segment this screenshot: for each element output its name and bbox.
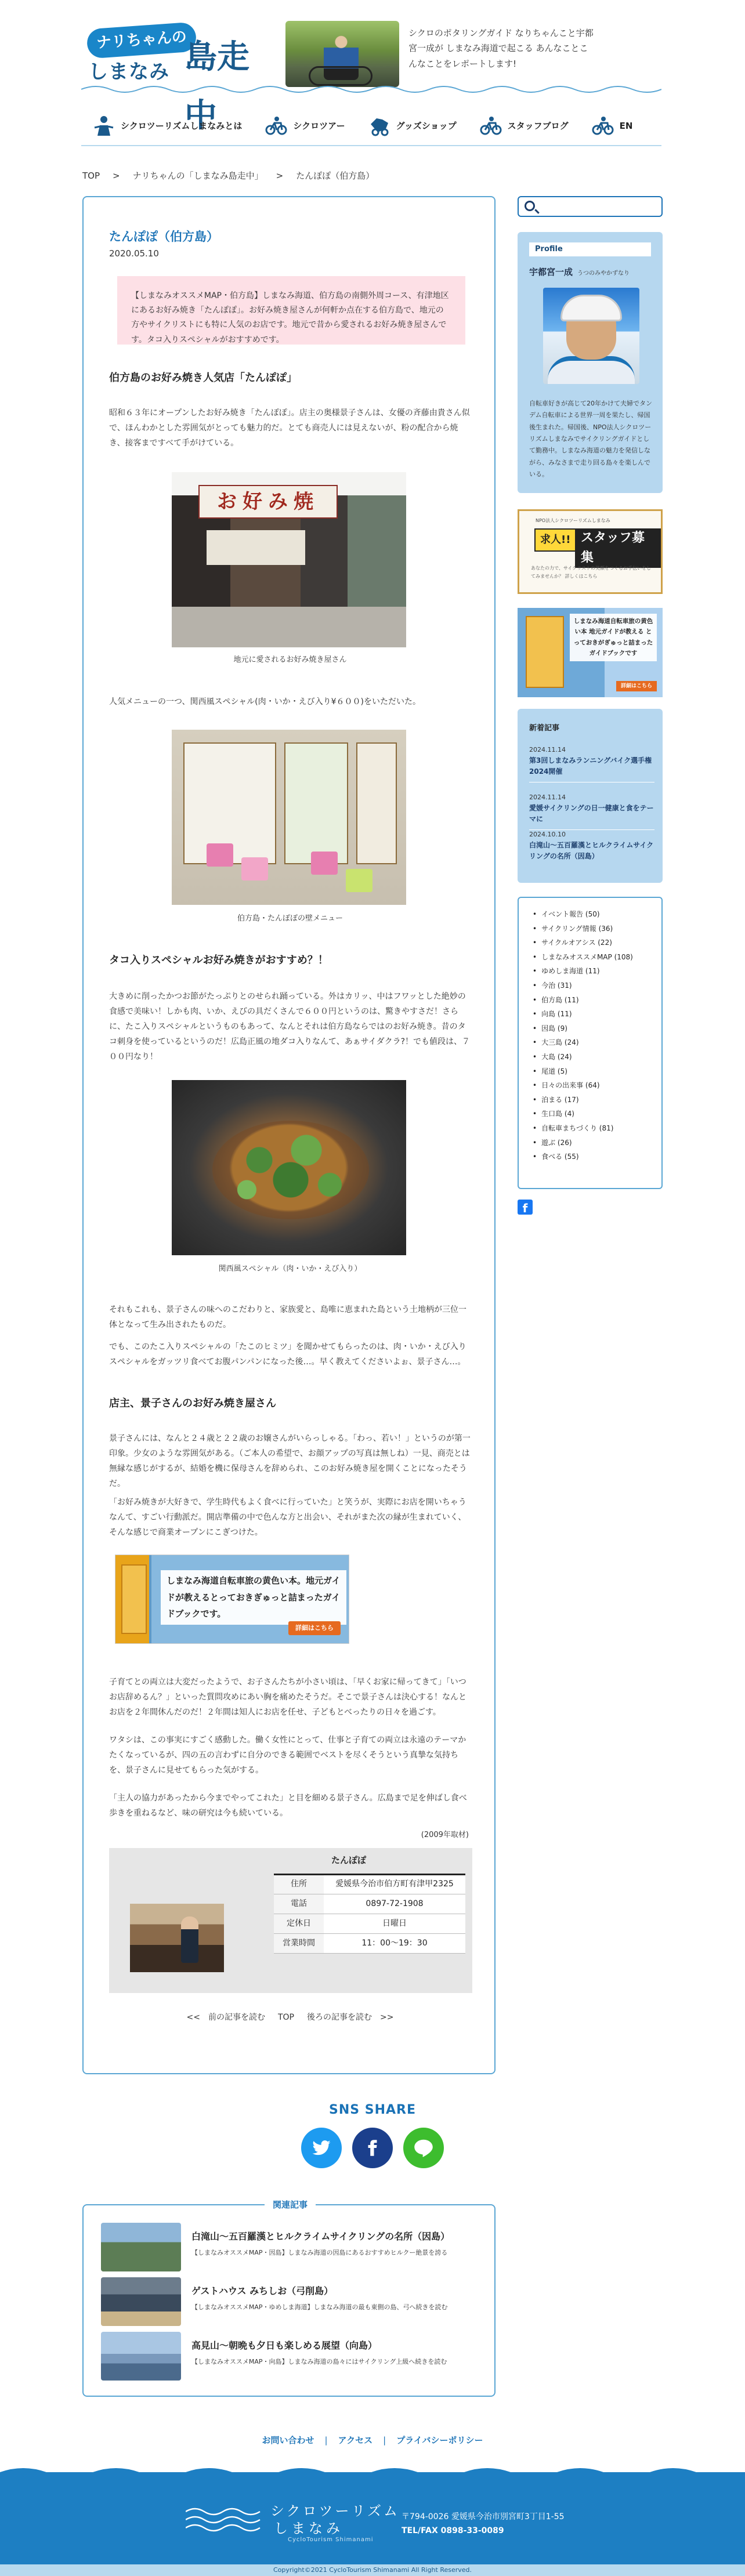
shop-front-photo [172,472,406,647]
recent-post-date: 2024.11.14 [529,746,566,753]
nav-label: スタッフブログ [507,120,569,131]
category-item[interactable]: • しまなみオススメMAP (108) [533,950,633,965]
paragraph: 昭和６３年にオープンしたお好み焼き「たんぽぽ」。店主の奥様景子さんは、女優の斉藤由貴さん似で、ほんわかとした雰囲気がとっても魅力的だ。とても商売人には見えないが、粉の配合から焼き、接客まですべて手がけている。 [109,408,470,448]
related-item-desc: 【しまなみオススメMAP・向島】しまなみ海道の島々にはサイクリング上級へ続きを読む [191,2358,447,2365]
logo-text-3: 島走中 [185,38,249,135]
shop-interior-photo [130,1904,224,1972]
profile-name-kana: うつのみやかずなり [577,270,630,277]
table-row [274,1914,465,1934]
paragraph: それもこれも、景子さんの味へのこだわりと、家族愛と、島唯に恵まれた島という土地柄が三位一体となって生み出されたものだ。 [109,1305,466,1329]
footer-link-privacy[interactable]: プライバシーポリシー [396,2435,483,2445]
category-item[interactable]: • 日々の出来事 (64) [533,1078,633,1093]
shop-owner-figure [181,1916,198,1963]
twitter-share-button[interactable] [301,2128,342,2168]
menu-board [356,742,397,864]
footer-separator: | [383,2435,386,2445]
goods-icon [368,115,390,137]
article-lead: 【しまなみオススメMAP・伯方島】しまなみ海道、伯方島の南側外周コース、有津地区にあるお好み焼き「たんぽぽ」。お好み焼き屋さんが何軒か点在する伯方島で、地元の方やサイクリストにも特に人気のお店です。地元で昔から愛されるお好み焼き屋さんです。タコ入りスペシャルがおすすめです。 [117,276,465,345]
profile-heading: Profile [529,242,651,256]
paragraph: 「主人の協力があったから今までやってこれた」と目を細める景子さん。広島まで足を伸ばし食べ歩きを重ねるなど、味の研究は今も続いている。 [109,1794,467,1818]
recruit-org: NPO法人シクロツーリズムしまなみ [536,518,610,523]
guidebook-cover [526,616,564,688]
table-row [274,1934,465,1954]
footer-logo-text: シクロツーリズム [270,2503,400,2519]
guidebook-side-banner[interactable] [518,608,663,697]
facebook-icon[interactable]: f [518,1200,533,1215]
tel-text: TEL/FAX 0898-33-0089 [402,2526,504,2535]
shop-info-table [274,1874,465,1954]
prev-article-link[interactable]: << 前の記事を読む [186,2013,265,2022]
nav-item-shop[interactable] [368,115,457,137]
guidebook-banner[interactable] [115,1555,349,1644]
photo-caption: 地元に愛されるお好み焼き屋さん [233,655,347,664]
guide-button: 詳細はこちら [616,681,657,691]
share-heading: SNS SHARE [328,2103,416,2117]
avatar-shirt [548,356,635,384]
category-item[interactable]: • サイクリング情報 (36) [533,922,633,936]
footer-link-access[interactable]: アクセス [338,2435,373,2445]
nav-label: シクロツーリズムしまなみとは [121,120,243,131]
related-item[interactable] [101,2277,484,2326]
category-item[interactable]: • ゆめしま海道 (11) [533,964,633,979]
twitter-icon [312,2138,331,2158]
header-photo [285,21,399,87]
facebook-share-button[interactable] [352,2128,393,2168]
banner-button: 詳細はこちら [288,1621,341,1635]
noren-curtain [207,530,305,565]
nav-label: グッズショップ [396,120,457,131]
footer-logo[interactable] [186,2495,406,2542]
category-item[interactable]: • 伯方島 (11) [533,993,633,1008]
article-date: 2020.05.10 [109,248,159,259]
wave-logo-icon [186,2503,261,2535]
recruit-desc: あなたの力で、サイクリストの笑顔をつくるお手伝いをしてみませんか？ 詳しくはこちら [531,566,651,579]
paragraph: 「お好み焼きが大好きで、学生時代もよく食べに行っていた」と笑うが、実際にお店を開いちゃうなんて、すごい行動派だ。開店準備の中で色んな方と出会い、それがまた次の縁が生まれていく、そんな感じで商業オープンにこぎつけた。 [109,1498,466,1537]
staff-recruit-banner[interactable] [518,509,663,594]
footer-links [0,2433,745,2448]
related-item[interactable] [101,2332,484,2381]
site-footer [0,2472,745,2576]
bicycle-icon [592,115,614,137]
article-pager [84,2010,497,2025]
related-heading [84,2197,497,2213]
shop-info-box [109,1848,472,1993]
line-icon [413,2137,434,2158]
nav-label: シクロツアー [293,120,345,131]
related-heading-text: 関連記事 [265,2200,316,2210]
menu-tag [207,843,233,867]
paragraph: 大きめに削ったかつお節がたっぷりとのせられ踊っている。外はカリッ、中はフワッとした絶妙の食感で美味い！しかも肉、いか、えびの具だくさんで６００円というのは、驚きやすさだ！さらに、たこ入りスペシャルというものもあって、なんとそれは伯方島ならではのお好み焼き。昔のタコ刺身を使っているというのだ！広島正風の地ダコ入りなんて、あぁサイダクラ?！でも値段は、７００円なり！ [109,992,471,1061]
footer-logo-text: しまなみ [274,2520,343,2537]
header-wave-divider [81,84,661,95]
main-nav [93,111,644,140]
profile-widget [518,232,663,493]
paragraph: でも、このたこ入りスペシャルの「たこのヒミツ」を聞かせてもらったのは、肉・いか・えび入りスペシャルをガッツリ食べてお腹パンパンになった後…。早く教えてくださいよぉ、景子さん…。 [109,1342,466,1367]
facebook-icon [364,2139,381,2157]
paragraph: 景子さんには、なんと２４歳と２２歳のお嬢さんがいらっしゃる。「わっ、若い！」というのが第一印象。少女のような雰囲気がある。（ご本人の希望で、お顔アップの写真は無しね）一見、商売とは無縁な感じがするが、結婚を機に保母さんを辞められ、このお好み焼き屋を開くことになったそうだ。 [109,1434,471,1488]
category-item[interactable]: • 今治 (31) [533,979,633,993]
menu-tag [241,857,268,881]
related-thumbnail [101,2332,181,2381]
shop-info-key: 住所 [274,1875,324,1894]
category-item[interactable]: • 生口島 (4) [533,1107,633,1121]
related-posts [82,2200,496,2397]
profile-name [529,265,630,280]
nav-label: EN [619,120,633,131]
recent-post-title: 愛媛サイクリングの日一健康と食をテーマに [529,803,654,823]
recruit-title: スタッフ募集 [575,528,661,568]
search-input[interactable] [518,196,663,217]
footer-address [402,2510,565,2538]
nav-item-blog[interactable] [480,115,569,137]
shop-name: たんぽぽ [331,1855,366,1865]
related-item-title: 白滝山〜五百羅漢とヒルクライムサイクリングの名所（因島） [191,2231,450,2242]
recent-post-date: 2024.11.14 [529,794,566,801]
bicycle-icon [480,115,502,137]
category-item[interactable]: • 大島 (24) [533,1050,633,1064]
profile-name-text: 宇都宮一成 [529,267,573,277]
category-item[interactable]: • サイクルオアシス (22) [533,936,633,950]
shop-info-value: 愛媛県今治市伯方町有津甲2325 [324,1875,465,1894]
related-item[interactable] [101,2223,484,2271]
avatar [543,288,639,384]
related-thumbnail [101,2223,181,2271]
article-container [82,196,496,2074]
category-item[interactable]: • 遊ぶ (26) [533,1136,633,1150]
category-item[interactable]: • 大三島 (24) [533,1035,633,1050]
shop-sign: お好み焼 [198,485,338,519]
footer-separator: | [324,2435,328,2445]
recent-posts-widget [518,709,663,883]
article-title: たんぽぽ（伯方島） [109,230,219,244]
photo-caption: 伯方島・たんぽぽの壁メニュー [237,914,343,923]
category-item[interactable]: • 尾道 (5) [533,1064,633,1079]
breadcrumb-current: たんぽぽ（伯方島） [296,171,375,181]
recent-post-item[interactable] [529,745,654,782]
paragraph: ワタシは、この事実にすごく感動した。働く女性にとって、仕事と子育ての両立は永遠のテーマかたくなっているが、四の五の言わずに自分のできる範囲でベストを尽くそうという真摯な気持ちを、景子さんに見せてもらった気がする。 [109,1736,466,1775]
okonomiyaki-photo [172,1080,406,1255]
footer-link-contact[interactable]: お問い合わせ [262,2435,314,2445]
recent-post-title: 第3回しまなみランニングバイク選手権2024開催 [529,756,652,776]
footer-wave [0,2462,745,2479]
interview-note: (2009年取材) [421,1831,469,1839]
floor-area [172,607,406,647]
shop-info-key: 電話 [274,1894,324,1914]
category-list [533,907,633,1164]
shop-info-value: 0897-72-1908 [324,1894,465,1914]
category-item[interactable]: • イベント報告 (50) [533,907,633,922]
banner-text: しまなみ海道自転車旅の黄色い本。地元ガイドが教えるとっておきぎゅっと詰まったガイドブックです。 [161,1570,346,1625]
category-item[interactable]: • 泊まる (17) [533,1093,633,1107]
section-heading: タコ入りスペシャルお好み焼きがおすすめ？！ [109,954,328,966]
category-widget [518,897,663,1189]
shop-info-key: 営業時間 [274,1934,324,1954]
related-item-title: ゲストハウス みちしお（弓削島） [191,2285,334,2296]
table-row [274,1894,465,1914]
next-article-link[interactable]: 後ろの記事を読む >> [307,2013,394,2022]
related-item-desc: 【しまなみオススメMAP・因島】しまなみ海道の因島にあるおすすめヒルクー絶景を誇る [191,2249,448,2256]
breadcrumb-separator: > [276,171,284,181]
recruit-badge: 求人!! [534,528,576,552]
related-thumbnail [101,2277,181,2326]
section-heading: 伯方島のお好み焼き人気店「たんぽぽ」 [109,372,297,384]
person-icon [93,115,115,137]
logo-text-2: しまなみ [88,60,169,84]
category-item[interactable]: • 向島 (11) [533,1007,633,1021]
nav-item-about[interactable] [93,115,242,137]
menu-tag [311,852,338,875]
breadcrumb-blog[interactable]: ナリちゃんの「しまなみ島走中」 [132,171,263,181]
related-item-desc: 【しまなみオススメMAP・ゆめしま海道】しまなみ海道の最も東側の島、弓へ続きを読む [191,2303,448,2311]
shop-info-value: 日曜日 [324,1914,465,1934]
recent-post-item[interactable] [529,792,654,830]
recent-posts-heading: 新着記事 [529,724,560,733]
logo-text-1: ナリちゃんの [86,22,197,59]
guidebook-cover [121,1564,147,1634]
paragraph: 子育てとの両立は大変だったようで、お子さんたちが小さい頃は、「早くお家に帰ってきて」「いつお店辞めるん？」といった質問攻めにあい胸を痛めたそうだ。そこで景子さんは決心する！なんとお店を２年間休んだのだ！２年間は知人にお店を任せ、子どもとべったりの日々を過ごす。 [109,1678,466,1717]
breadcrumb-separator: > [113,171,120,181]
shop-info-key: 定休日 [274,1914,324,1934]
header-tagline: シクロのポタリングガイド なりちゃんこと宇都宮一成が しまなみ海道で起こる あんなことこんなことをレポートします! [408,28,594,69]
nav-divider [81,145,661,146]
footer-logo-subtext: CycloTourism Shimanami [288,2537,374,2543]
photo-caption: 関西風スペシャル（肉・いか・えび入り） [218,1265,362,1273]
shop-info-value: 11：00〜19：30 [324,1934,465,1954]
bicycle-icon [265,115,287,137]
copyright: Copyright©2021 CycloTourism Shimanami All Right Reserved. [0,2564,745,2576]
wall-menu-photo [172,730,406,905]
recent-post-item[interactable] [529,829,654,862]
breadcrumb [82,168,374,184]
recent-post-date: 2024.10.10 [529,831,566,838]
breadcrumb-top[interactable]: TOP [82,171,100,181]
related-item-title: 高見山〜朝晩も夕日も楽しめる展望（向島） [191,2340,378,2351]
menu-board [284,742,348,864]
category-item[interactable]: • 自転車まちづくり (81) [533,1121,633,1136]
paragraph: 人気メニューの一つ、関西風スペシャル(肉・いか・えび入り¥６００)をいただいた。 [109,697,421,707]
guide-text: しまなみ海道自転車旅の黄色い本 地元ガイドが教える とっておきがぎゅっと詰まったガイドブックです [570,614,657,661]
nav-item-tour[interactable] [265,115,345,137]
menu-tag [346,869,372,892]
okonomiyaki-toppings [212,1121,369,1219]
search-icon[interactable] [525,201,535,211]
address-text: 〒794-0026 愛媛県今治市別宮町3丁目1-55 [402,2512,565,2521]
avatar-helmet [560,295,622,321]
profile-bio: 自転車好きが高じて20年かけて夫婦でタンデム自転車による世界一周を果たし、帰国後生まれた。帰国後、NPO法人シクロツーリズムしまなみでサイクリングガイドとして勤務中。しまなみ海道の魅力を発信しながら、みなさまで走り回る島々を楽しんでいる。 [529,400,652,479]
line-share-button[interactable] [403,2128,444,2168]
category-item[interactable]: • 因島 (9) [533,1021,633,1036]
bicycle-figure [309,66,372,86]
share-buttons [0,2128,745,2168]
recent-post-title: 白滝山〜五百羅漢とヒルクライムサイクリングの名所（因島） [529,840,654,860]
section-heading: 店主、景子さんのお好み焼き屋さん [109,1397,276,1410]
table-row [274,1875,465,1894]
top-link[interactable]: TOP [277,2013,294,2022]
category-item[interactable]: • 食べる (55) [533,1150,633,1164]
nav-item-en[interactable] [592,115,633,137]
